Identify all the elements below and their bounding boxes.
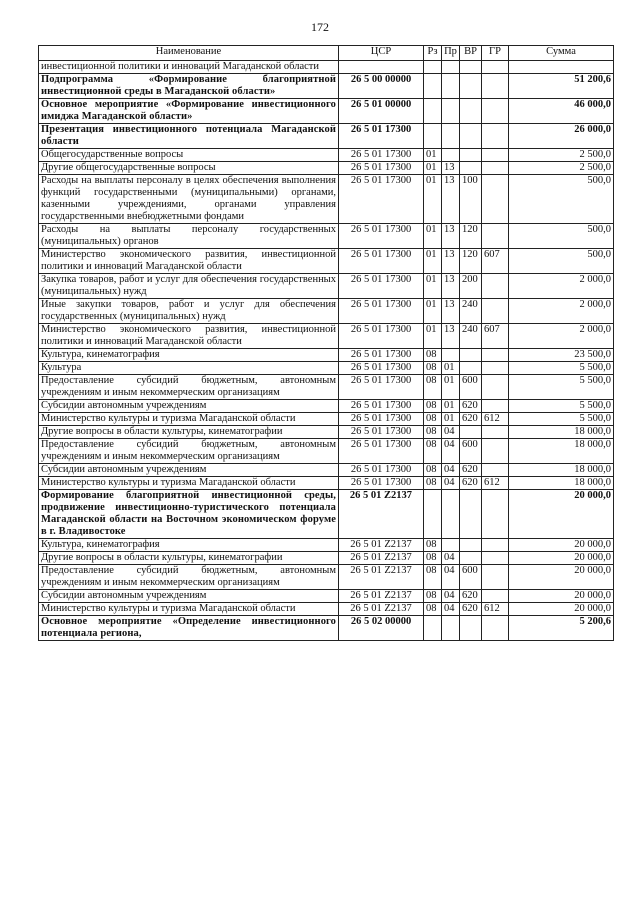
row-csr-cell: 26 5 01 17300 — [339, 362, 424, 375]
row-csr-cell: 26 5 01 Z2137 — [339, 552, 424, 565]
row-name-cell: Презентация инвестиционного потенциала Магаданской области — [39, 124, 339, 149]
row-name-cell: Другие вопросы в области культуры, кинематографии — [39, 552, 339, 565]
table-row — [39, 224, 614, 249]
row-pr-cell — [442, 124, 460, 149]
row-sum-cell — [509, 61, 614, 74]
row-pr-cell — [442, 539, 460, 552]
row-gr-cell — [482, 61, 509, 74]
table-row — [39, 590, 614, 603]
row-pr-cell: 13 — [442, 324, 460, 349]
row-pr-cell: 04 — [442, 565, 460, 590]
row-rz-cell: 08 — [424, 477, 442, 490]
row-gr-cell: 612 — [482, 603, 509, 616]
table-body — [39, 61, 614, 641]
table-row — [39, 362, 614, 375]
row-gr-cell: 607 — [482, 249, 509, 274]
row-sum-cell: 5 500,0 — [509, 400, 614, 413]
row-gr-cell — [482, 149, 509, 162]
row-sum-cell: 26 000,0 — [509, 124, 614, 149]
row-rz-cell: 01 — [424, 224, 442, 249]
row-name-cell: Формирование благоприятной инвестиционной среды, продвижение инвестиционно-туристического потенциала Магаданской области на Восточном экономическом форуме в г. Владивостоке — [39, 490, 339, 539]
table-row — [39, 324, 614, 349]
row-gr-cell — [482, 349, 509, 362]
row-rz-cell: 01 — [424, 299, 442, 324]
row-sum-cell: 18 000,0 — [509, 464, 614, 477]
row-csr-cell: 26 5 00 00000 — [339, 74, 424, 99]
row-rz-cell: 08 — [424, 362, 442, 375]
row-csr-cell — [339, 61, 424, 74]
row-rz-cell: 08 — [424, 439, 442, 464]
row-rz-cell: 08 — [424, 413, 442, 426]
row-vr-cell: 200 — [460, 274, 482, 299]
row-name-cell: Иные закупки товаров, работ и услуг для обеспечения государственных (муниципальных) нужд — [39, 299, 339, 324]
row-csr-cell: 26 5 01 17300 — [339, 400, 424, 413]
row-gr-cell — [482, 99, 509, 124]
table-row — [39, 349, 614, 362]
header-name: Наименование — [39, 46, 339, 61]
row-sum-cell: 20 000,0 — [509, 539, 614, 552]
row-sum-cell: 500,0 — [509, 224, 614, 249]
row-gr-cell — [482, 375, 509, 400]
row-gr-cell — [482, 552, 509, 565]
row-csr-cell: 26 5 01 17300 — [339, 249, 424, 274]
row-sum-cell: 20 000,0 — [509, 490, 614, 539]
row-sum-cell: 18 000,0 — [509, 477, 614, 490]
row-rz-cell: 08 — [424, 590, 442, 603]
row-vr-cell: 620 — [460, 400, 482, 413]
row-sum-cell: 23 500,0 — [509, 349, 614, 362]
row-vr-cell: 600 — [460, 565, 482, 590]
table-row — [39, 539, 614, 552]
row-csr-cell: 26 5 01 17300 — [339, 375, 424, 400]
row-name-cell: Субсидии автономным учреждениям — [39, 464, 339, 477]
row-rz-cell: 01 — [424, 162, 442, 175]
table-row — [39, 616, 614, 641]
row-gr-cell — [482, 224, 509, 249]
row-pr-cell — [442, 99, 460, 124]
row-sum-cell: 20 000,0 — [509, 565, 614, 590]
row-vr-cell — [460, 426, 482, 439]
row-name-cell: Основное мероприятие «Формирование инвестиционного имиджа Магаданской области» — [39, 99, 339, 124]
row-sum-cell: 18 000,0 — [509, 439, 614, 464]
row-csr-cell: 26 5 01 17300 — [339, 464, 424, 477]
row-gr-cell — [482, 274, 509, 299]
row-rz-cell: 08 — [424, 603, 442, 616]
row-sum-cell: 2 000,0 — [509, 324, 614, 349]
row-rz-cell: 08 — [424, 426, 442, 439]
row-sum-cell: 18 000,0 — [509, 426, 614, 439]
row-gr-cell — [482, 426, 509, 439]
row-rz-cell: 01 — [424, 249, 442, 274]
table-row — [39, 439, 614, 464]
row-csr-cell: 26 5 01 17300 — [339, 149, 424, 162]
row-vr-cell — [460, 539, 482, 552]
row-pr-cell: 01 — [442, 375, 460, 400]
row-pr-cell: 13 — [442, 274, 460, 299]
row-pr-cell: 13 — [442, 175, 460, 224]
table-row — [39, 400, 614, 413]
row-vr-cell: 120 — [460, 224, 482, 249]
row-gr-cell — [482, 539, 509, 552]
row-name-cell: Предоставление субсидий бюджетным, автономным учреждениям и иным некоммерческим организациям — [39, 439, 339, 464]
header-pr: Пр — [442, 46, 460, 61]
row-sum-cell: 20 000,0 — [509, 603, 614, 616]
row-pr-cell: 04 — [442, 426, 460, 439]
row-vr-cell: 620 — [460, 603, 482, 616]
row-name-cell: Подпрограмма «Формирование благоприятной инвестиционной среды в Магаданской области» — [39, 74, 339, 99]
row-rz-cell: 08 — [424, 375, 442, 400]
row-gr-cell — [482, 299, 509, 324]
table-row — [39, 99, 614, 124]
table-row — [39, 477, 614, 490]
row-gr-cell — [482, 400, 509, 413]
row-rz-cell — [424, 616, 442, 641]
row-csr-cell: 26 5 01 17300 — [339, 162, 424, 175]
row-gr-cell: 612 — [482, 413, 509, 426]
row-sum-cell: 5 200,6 — [509, 616, 614, 641]
row-pr-cell: 04 — [442, 590, 460, 603]
row-rz-cell: 08 — [424, 539, 442, 552]
row-vr-cell: 620 — [460, 477, 482, 490]
table-row — [39, 175, 614, 224]
table-row — [39, 74, 614, 99]
row-sum-cell: 500,0 — [509, 249, 614, 274]
row-name-cell: Предоставление субсидий бюджетным, автономным учреждениям и иным некоммерческим организациям — [39, 565, 339, 590]
row-name-cell: Расходы на выплаты персоналу государственных (муниципальных) органов — [39, 224, 339, 249]
header-sum: Сумма — [509, 46, 614, 61]
row-vr-cell: 120 — [460, 249, 482, 274]
row-vr-cell: 600 — [460, 375, 482, 400]
row-pr-cell: 04 — [442, 439, 460, 464]
row-csr-cell: 26 5 01 17300 — [339, 439, 424, 464]
header-vr: ВР — [460, 46, 482, 61]
row-name-cell: Субсидии автономным учреждениям — [39, 400, 339, 413]
row-pr-cell: 04 — [442, 603, 460, 616]
row-csr-cell: 26 5 01 00000 — [339, 99, 424, 124]
row-vr-cell — [460, 124, 482, 149]
row-pr-cell: 04 — [442, 552, 460, 565]
row-pr-cell — [442, 349, 460, 362]
row-name-cell: Министерство экономического развития, инвестиционной политики и инноваций Магаданской области — [39, 249, 339, 274]
row-rz-cell: 01 — [424, 274, 442, 299]
row-sum-cell: 5 500,0 — [509, 362, 614, 375]
row-csr-cell: 26 5 01 Z2137 — [339, 565, 424, 590]
row-name-cell: Министерство культуры и туризма Магаданской области — [39, 603, 339, 616]
row-name-cell: Предоставление субсидий бюджетным, автономным учреждениям и иным некоммерческим организациям — [39, 375, 339, 400]
row-name-cell: Закупка товаров, работ и услуг для обеспечения государственных (муниципальных) нужд — [39, 274, 339, 299]
row-gr-cell — [482, 439, 509, 464]
row-vr-cell: 600 — [460, 439, 482, 464]
row-rz-cell — [424, 99, 442, 124]
row-csr-cell: 26 5 01 17300 — [339, 124, 424, 149]
row-csr-cell: 26 5 01 17300 — [339, 175, 424, 224]
page-number: 172 — [311, 20, 329, 34]
table-row — [39, 375, 614, 400]
row-pr-cell: 13 — [442, 224, 460, 249]
row-gr-cell: 612 — [482, 477, 509, 490]
row-rz-cell: 08 — [424, 400, 442, 413]
row-csr-cell: 26 5 01 17300 — [339, 224, 424, 249]
row-pr-cell: 13 — [442, 249, 460, 274]
row-vr-cell — [460, 552, 482, 565]
row-vr-cell — [460, 349, 482, 362]
row-csr-cell: 26 5 01 Z2137 — [339, 490, 424, 539]
row-gr-cell — [482, 162, 509, 175]
row-pr-cell: 01 — [442, 413, 460, 426]
row-rz-cell: 08 — [424, 565, 442, 590]
table-row — [39, 299, 614, 324]
row-csr-cell: 26 5 01 Z2137 — [339, 539, 424, 552]
row-csr-cell: 26 5 01 17300 — [339, 413, 424, 426]
row-csr-cell: 26 5 01 Z2137 — [339, 603, 424, 616]
row-sum-cell: 20 000,0 — [509, 552, 614, 565]
row-gr-cell — [482, 490, 509, 539]
row-pr-cell — [442, 616, 460, 641]
row-gr-cell — [482, 362, 509, 375]
row-vr-cell — [460, 149, 482, 162]
row-csr-cell: 26 5 01 17300 — [339, 477, 424, 490]
table-row — [39, 162, 614, 175]
table-row — [39, 413, 614, 426]
row-rz-cell: 01 — [424, 324, 442, 349]
table-row — [39, 124, 614, 149]
table-row — [39, 61, 614, 74]
header-rz: Рз — [424, 46, 442, 61]
row-gr-cell — [482, 590, 509, 603]
row-csr-cell: 26 5 01 17300 — [339, 274, 424, 299]
table-row — [39, 464, 614, 477]
row-rz-cell — [424, 124, 442, 149]
table-row — [39, 149, 614, 162]
row-rz-cell — [424, 74, 442, 99]
row-name-cell: Министерство экономического развития, инвестиционной политики и инноваций Магаданской области — [39, 324, 339, 349]
table-row — [39, 603, 614, 616]
row-name-cell: Расходы на выплаты персоналу в целях обеспечения выполнения функций государственными (муниципальными) органами, казенными учреждениями, органами управления государственными внебюджетными фондами — [39, 175, 339, 224]
row-csr-cell: 26 5 01 17300 — [339, 299, 424, 324]
row-rz-cell: 01 — [424, 175, 442, 224]
row-rz-cell — [424, 490, 442, 539]
row-vr-cell: 620 — [460, 413, 482, 426]
row-name-cell: Министерство культуры и туризма Магаданской области — [39, 477, 339, 490]
row-vr-cell — [460, 616, 482, 641]
table-row — [39, 565, 614, 590]
row-sum-cell: 500,0 — [509, 175, 614, 224]
row-sum-cell: 51 200,6 — [509, 74, 614, 99]
row-name-cell: Общегосударственные вопросы — [39, 149, 339, 162]
row-name-cell: Другие вопросы в области культуры, кинематографии — [39, 426, 339, 439]
row-gr-cell — [482, 565, 509, 590]
row-vr-cell — [460, 61, 482, 74]
row-vr-cell: 240 — [460, 299, 482, 324]
row-csr-cell: 26 5 02 00000 — [339, 616, 424, 641]
row-vr-cell: 620 — [460, 590, 482, 603]
row-csr-cell: 26 5 01 17300 — [339, 349, 424, 362]
row-sum-cell: 2 000,0 — [509, 299, 614, 324]
row-name-cell: Основное мероприятие «Определение инвестиционного потенциала региона, — [39, 616, 339, 641]
row-pr-cell — [442, 490, 460, 539]
row-vr-cell — [460, 362, 482, 375]
row-sum-cell: 5 500,0 — [509, 375, 614, 400]
row-sum-cell: 2 000,0 — [509, 274, 614, 299]
row-sum-cell: 2 500,0 — [509, 162, 614, 175]
table-header-row — [39, 46, 614, 61]
row-vr-cell — [460, 490, 482, 539]
row-sum-cell: 20 000,0 — [509, 590, 614, 603]
row-vr-cell: 240 — [460, 324, 482, 349]
table-row — [39, 552, 614, 565]
row-name-cell: Культура — [39, 362, 339, 375]
header-gr: ГР — [482, 46, 509, 61]
row-vr-cell: 620 — [460, 464, 482, 477]
row-vr-cell — [460, 162, 482, 175]
row-name-cell: Культура, кинематография — [39, 349, 339, 362]
row-csr-cell: 26 5 01 Z2137 — [339, 590, 424, 603]
row-pr-cell: 01 — [442, 400, 460, 413]
row-name-cell: Министерство культуры и туризма Магаданской области — [39, 413, 339, 426]
row-pr-cell — [442, 61, 460, 74]
table-row — [39, 490, 614, 539]
row-vr-cell: 100 — [460, 175, 482, 224]
row-vr-cell — [460, 74, 482, 99]
row-pr-cell: 13 — [442, 162, 460, 175]
row-gr-cell — [482, 74, 509, 99]
row-pr-cell: 13 — [442, 299, 460, 324]
row-name-cell: Субсидии автономным учреждениям — [39, 590, 339, 603]
row-gr-cell — [482, 616, 509, 641]
row-gr-cell — [482, 175, 509, 224]
row-name-cell: инвестиционной политики и инноваций Магаданской области — [39, 61, 339, 74]
table-row — [39, 426, 614, 439]
row-sum-cell: 5 500,0 — [509, 413, 614, 426]
row-name-cell: Культура, кинематография — [39, 539, 339, 552]
row-gr-cell: 607 — [482, 324, 509, 349]
header-csr: ЦСР — [339, 46, 424, 61]
table-row — [39, 249, 614, 274]
row-csr-cell: 26 5 01 17300 — [339, 426, 424, 439]
row-gr-cell — [482, 124, 509, 149]
row-sum-cell: 46 000,0 — [509, 99, 614, 124]
row-rz-cell: 01 — [424, 149, 442, 162]
row-pr-cell: 04 — [442, 464, 460, 477]
row-rz-cell: 08 — [424, 349, 442, 362]
row-rz-cell — [424, 61, 442, 74]
row-pr-cell: 04 — [442, 477, 460, 490]
table-row — [39, 274, 614, 299]
row-name-cell: Другие общегосударственные вопросы — [39, 162, 339, 175]
row-pr-cell: 01 — [442, 362, 460, 375]
row-vr-cell — [460, 99, 482, 124]
row-sum-cell: 2 500,0 — [509, 149, 614, 162]
budget-table — [38, 45, 614, 641]
row-gr-cell — [482, 464, 509, 477]
row-pr-cell — [442, 149, 460, 162]
row-pr-cell — [442, 74, 460, 99]
row-rz-cell: 08 — [424, 552, 442, 565]
row-csr-cell: 26 5 01 17300 — [339, 324, 424, 349]
row-rz-cell: 08 — [424, 464, 442, 477]
